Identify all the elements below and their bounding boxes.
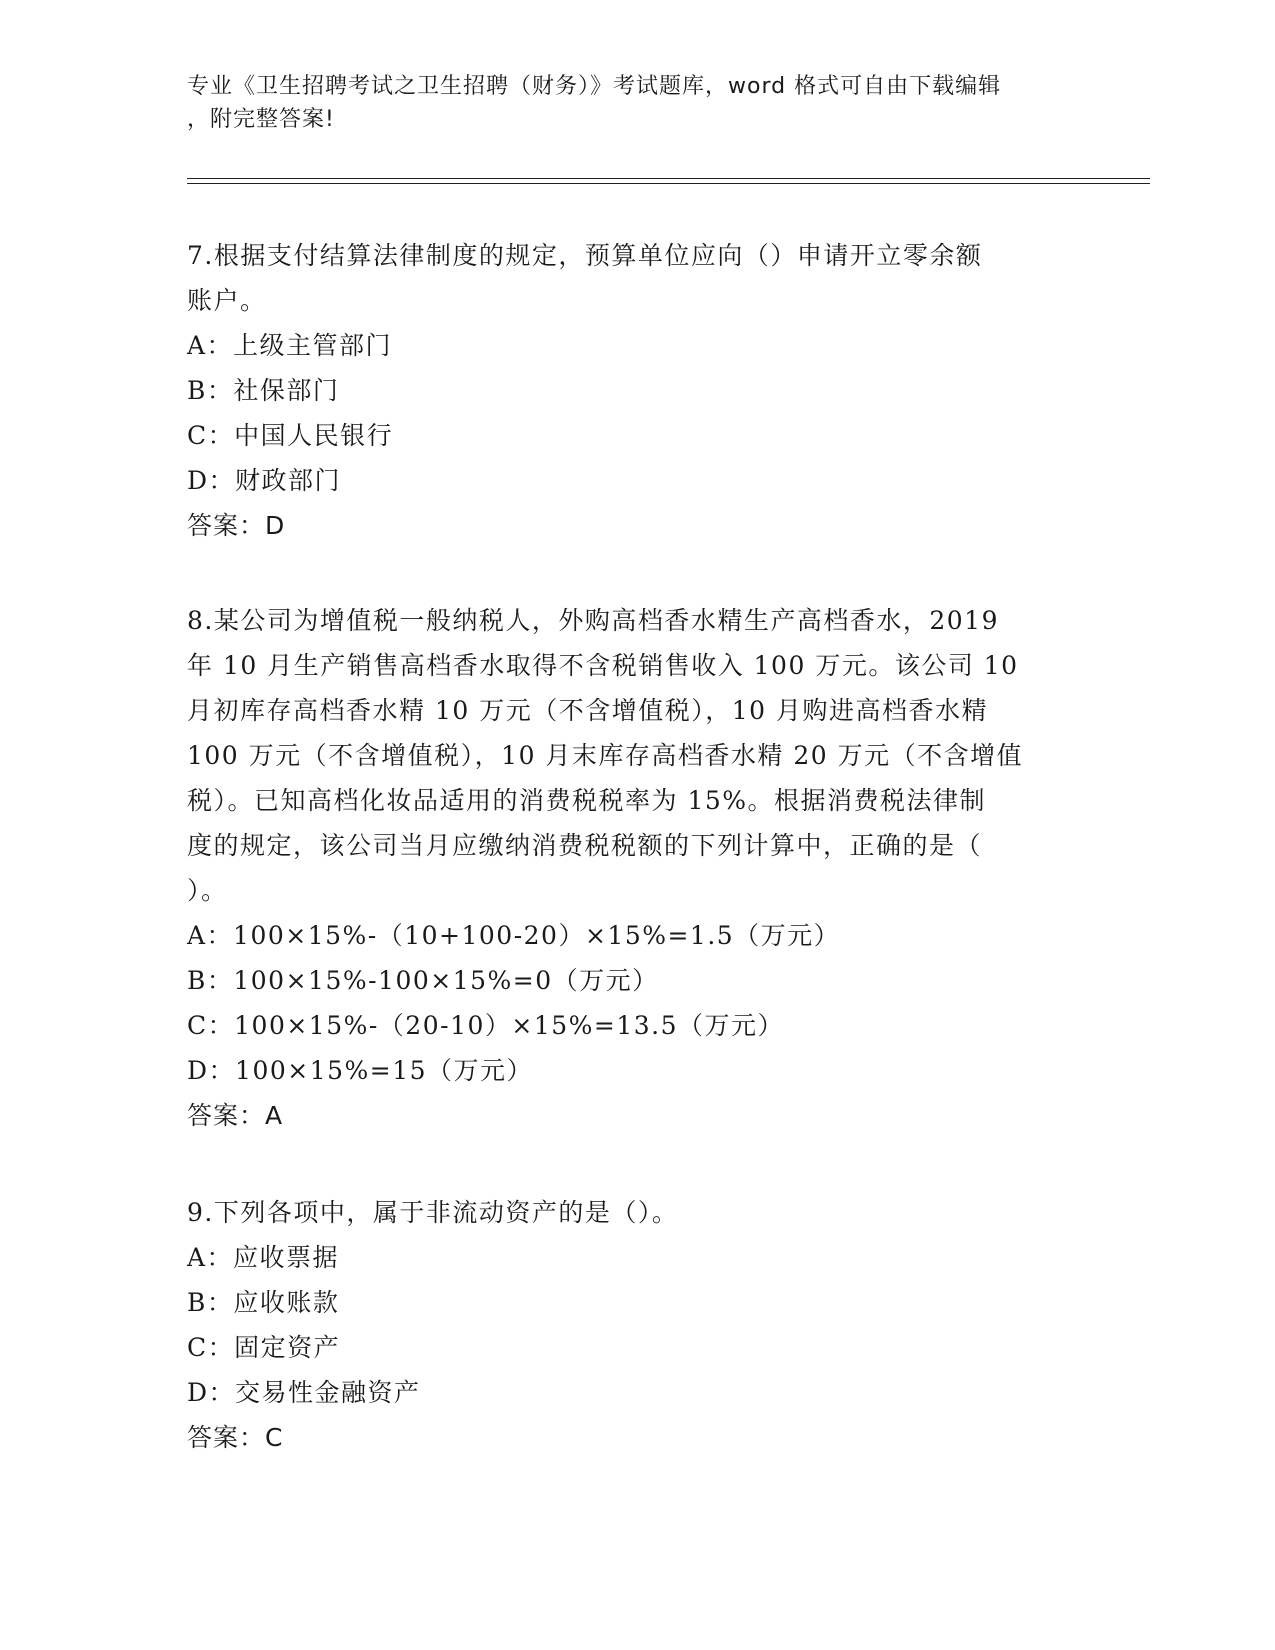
question-7-option-d: D：财政部门 <box>187 466 342 495</box>
header-line-2: ，附完整答案! <box>187 107 335 132</box>
question-7-option-c: C：中国人民银行 <box>187 421 394 450</box>
question-8-answer: 答案：A <box>187 1101 284 1130</box>
question-8-line-1: 8.某公司为增值税一般纳税人，外购高档香水精生产高档香水，2019 <box>187 606 999 635</box>
question-8-option-b: B：100×15%-100×15%=0（万元） <box>187 966 659 995</box>
header-line-1: 专业《卫生招聘考试之卫生招聘（财务）》考试题库，word 格式可自由下载编辑 <box>187 74 1002 99</box>
question-8-line-2: 年 10 月生产销售高档香水取得不含税销售收入 100 万元。该公司 10 <box>187 651 1019 680</box>
question-8-line-7: ）。 <box>187 876 228 905</box>
document-header <box>187 70 1067 136</box>
question-8-option-c: C：100×15%-（20-10）×15%=13.5（万元） <box>187 1011 785 1040</box>
question-8-line-4: 100 万元（不含增值税），10 月末库存高档香水精 20 万元（不含增值 <box>187 741 1024 770</box>
question-8-line-6: 度的规定，该公司当月应缴纳消费税税额的下列计算中，正确的是（ <box>187 831 983 860</box>
question-7-option-a: A：上级主管部门 <box>187 331 393 360</box>
header-divider-top <box>187 178 1150 179</box>
question-8-option-d: D：100×15%=15（万元） <box>187 1056 534 1085</box>
question-8-line-5: 税）。已知高档化妆品适用的消费税税率为 15%。根据消费税法律制 <box>187 786 987 815</box>
question-7-line-2: 账户。 <box>187 286 267 315</box>
question-7-option-b: B：社保部门 <box>187 376 340 405</box>
question-8-line-3: 月初库存高档香水精 10 万元（不含增值税），10 月购进高档香水精 <box>187 696 988 725</box>
header-divider-bottom <box>187 183 1150 184</box>
question-8 <box>187 598 1077 1138</box>
question-9-option-d: D：交易性金融资产 <box>187 1378 421 1407</box>
question-8-option-a: A：100×15%-（10+100-20）×15%=1.5（万元） <box>187 921 841 950</box>
question-9-option-c: C：固定资产 <box>187 1333 341 1362</box>
question-9-answer: 答案：C <box>187 1423 284 1452</box>
question-7 <box>187 233 1077 548</box>
question-9-option-a: A：应收票据 <box>187 1243 340 1272</box>
question-7-line-1: 7.根据支付结算法律制度的规定，预算单位应向（）申请开立零余额 <box>187 241 983 270</box>
question-7-answer: 答案：D <box>187 511 286 540</box>
question-9-option-b: B：应收账款 <box>187 1288 340 1317</box>
question-9-line-1: 9.下列各项中，属于非流动资产的是（）。 <box>187 1198 679 1227</box>
question-9 <box>187 1190 1077 1460</box>
